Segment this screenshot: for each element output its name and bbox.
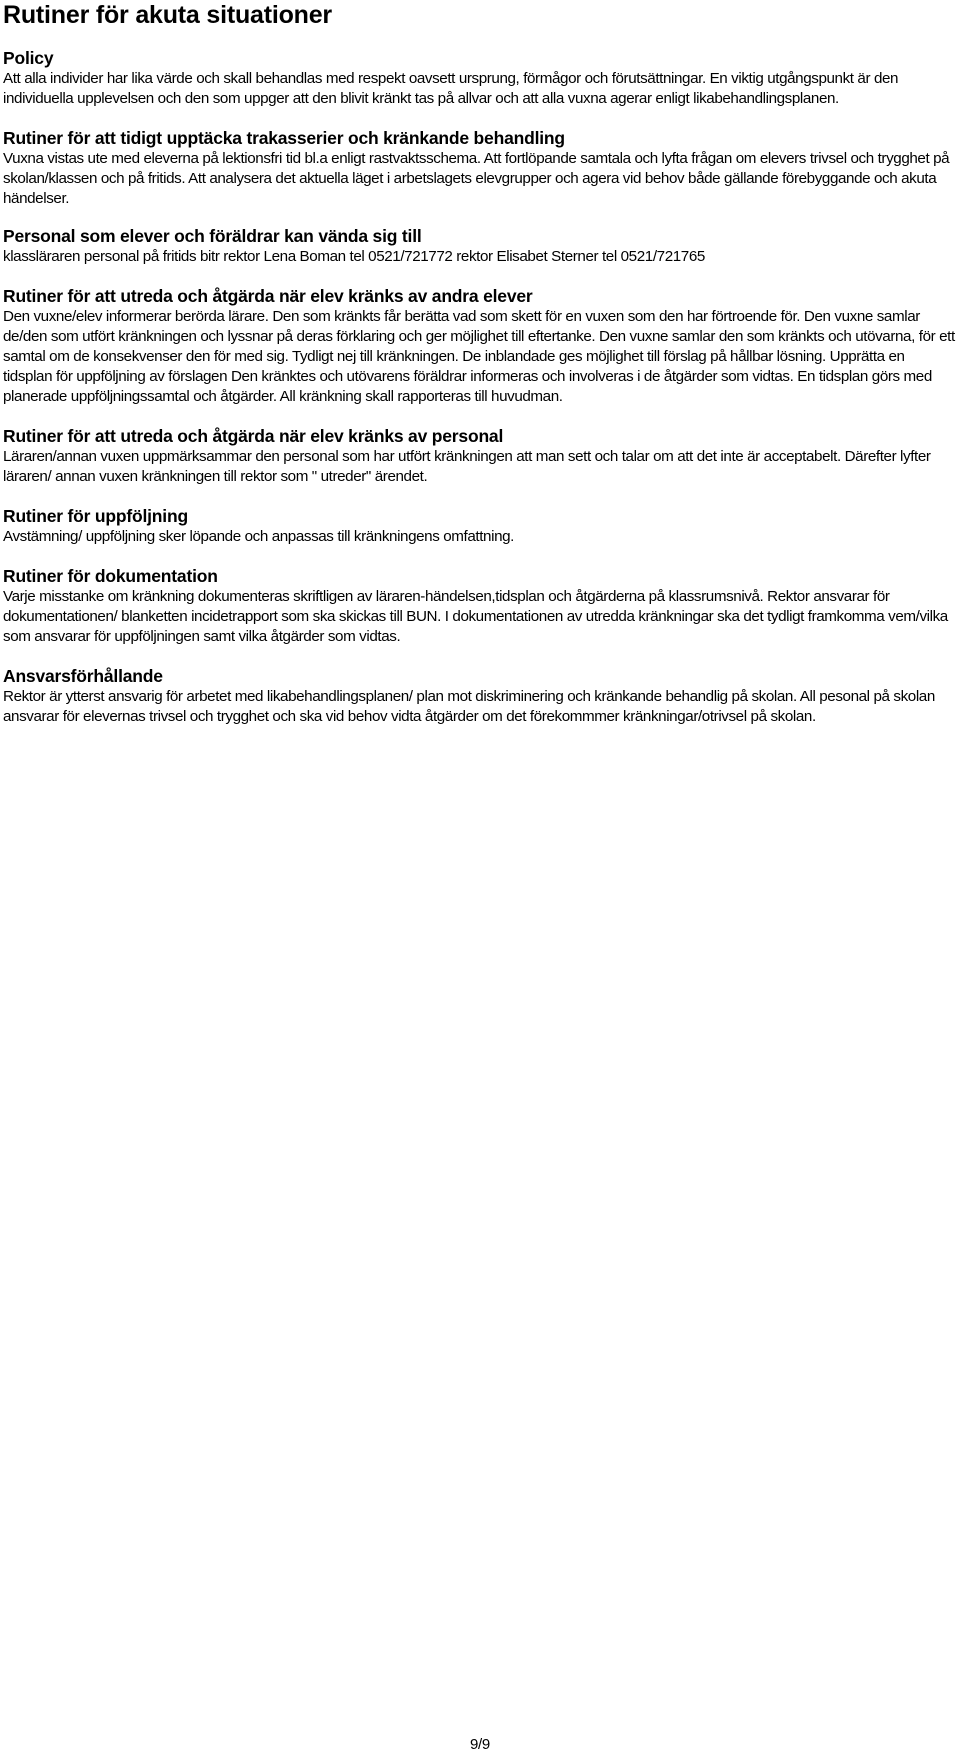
section-body: Vuxna vistas ute med eleverna på lektionsfri tid bl.a enligt rastvaktsschema. Att fortlöpande samtala och lyfta frågan om elevers trivsel och trygghet på skolan/klassen och på fritids. Att analysera det aktuella läget i arbetslagets elevgrupper och agera vid behov både gällande förebyggande och akuta händelser. [3,150,950,207]
section-heading: Rutiner för uppföljning [3,506,188,526]
section-body: Rektor är ytterst ansvarig för arbetet med likabehandlingsplanen/ plan mot diskriminering och kränkande behandlig på skolan. All pesonal på skolan ansvarar för elevernas trivsel och trygghet och ska vid behov vidta åtgärder om det förekommmer kränkningar/otrivsel på skolan. [3,688,935,725]
section-policy [3,47,957,109]
document-body [3,47,957,727]
section-heading: Personal som elever och föräldrar kan vända sig till [3,226,422,246]
section-body: Att alla individer har lika värde och skall behandlas med respekt oavsett ursprung, förmågor och förutsättningar. En viktig utgångspunkt är den individuella upplevelsen och den som uppger att den blivit kränkt tas på allvar och att alla vuxna agerar enligt likabehandlingsplanen. [3,70,899,107]
section-heading: Rutiner för att tidigt upptäcka trakasserier och kränkande behandling [3,128,565,148]
section-early-detection [3,127,957,209]
section-contact-persons [3,225,957,267]
page-number: 9/9 [470,1736,490,1753]
section-documentation [3,565,957,647]
section-heading: Ansvarsförhållande [3,666,163,686]
section-body: Läraren/annan vuxen uppmärksammar den personal som har utfört kränkningen att man sett och talar om att det inte är acceptabelt. Därefter lyfter läraren/ annan vuxen kränkningen till rektor som " utreder" ärendet. [3,448,931,485]
section-staff-offense [3,425,957,487]
section-student-offense [3,285,957,407]
section-heading: Policy [3,48,54,68]
document-title: Rutiner för akuta situationer [3,1,332,29]
section-heading: Rutiner för att utreda och åtgärda när elev kränks av personal [3,426,504,446]
section-responsibility [3,665,957,727]
section-body: Den vuxne/elev informerar berörda lärare. Den som kränkts får berätta vad som skett för en vuxen som den har förtroende för. Den vuxne samlar de/den som utfört kränkningen och lyssnar på deras förklaring och ger möjlighet till eftertanke. Den vuxne samlar den som kränkts och utövarna, för ett samtal om de konsekvenser den för med sig. Tydligt nej till kränkningen. De inblandade ges möjlighet till förslag på hållbar lösning. Upprätta en tidsplan för uppföljning av förslagen Den kränktes och utövarens föräldrar informeras och involveras i de åtgärder som vidtas. En tidsplan görs med planerade uppföljningssamtal och åtgärder. All kränkning skall rapporteras till huvudman. [3,308,955,405]
section-heading: Rutiner för att utreda och åtgärda när elev kränks av andra elever [3,286,533,306]
section-follow-up [3,505,957,547]
section-body: klassläraren personal på fritids bitr rektor Lena Boman tel 0521/721772 rektor Elisabet Sterner tel 0521/721765 [3,248,705,265]
section-body: Varje misstanke om kränkning dokumenteras skriftligen av läraren-händelsen,tidsplan och åtgärderna på klassrumsnivå. Rektor ansvarar för dokumentationen/ blanketten incidetrapport som ska skickas till BUN. I dokumentationen av utredda kränkningar ska det tydligt framkomma vem/vilka som ansvarar för uppföljningen samt vilka åtgärder som vidtas. [3,588,948,645]
section-body: Avstämning/ uppföljning sker löpande och anpassas till kränkningens omfattning. [3,528,514,545]
section-heading: Rutiner för dokumentation [3,566,218,586]
